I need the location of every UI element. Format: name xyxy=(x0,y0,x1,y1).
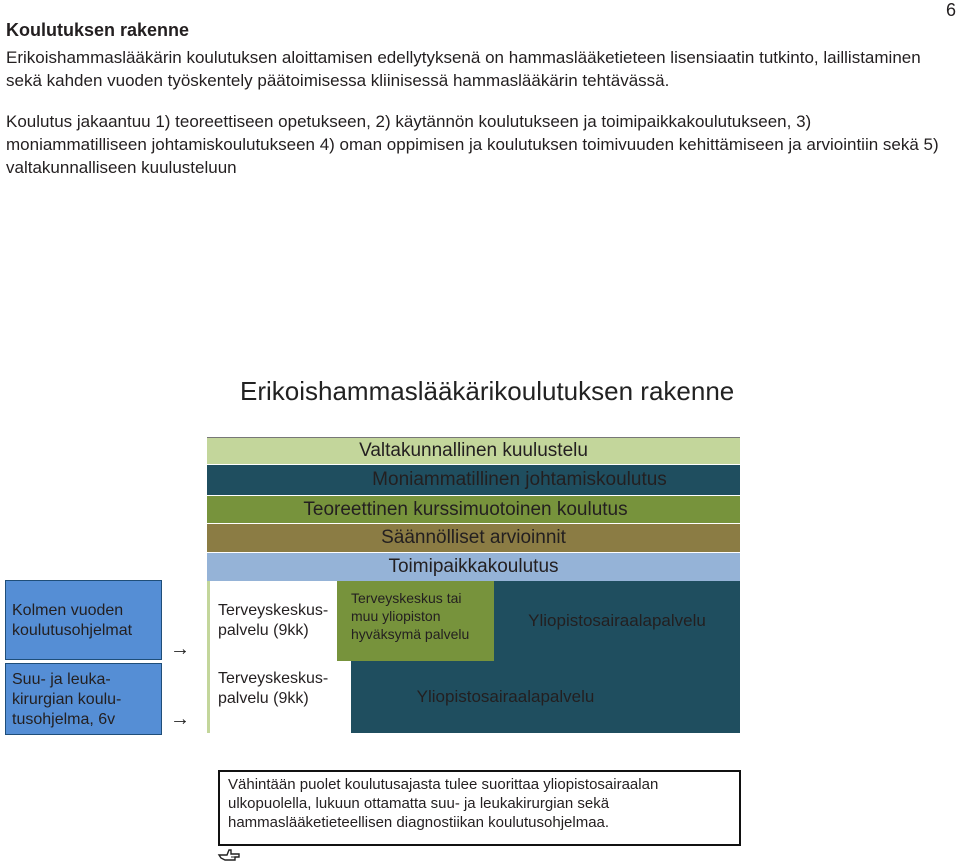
arrow-right-icon: → xyxy=(170,708,190,730)
paragraph-prerequisites: Erikoishammaslääkärin koulutuksen aloittamisen edellytyksenä on hammaslääketieteen lisensiaatin tutkinto, laillistaminen sekä kahden vuoden työskentely päätoimisessa kliinisessä hammaslääkärin tehtävässä. xyxy=(6,48,921,90)
health-center-service-row1: Terveyskeskus-palvelu (9kk) xyxy=(207,581,337,661)
band-workplace-training xyxy=(207,553,740,581)
band-national-exam-label: Valtakunnallinen kuulustelu xyxy=(359,440,588,461)
program-oral-surgery: Suu- ja leuka-kirurgian koulu-tusohjelma, 6v xyxy=(5,663,162,735)
band-regular-evaluations xyxy=(207,524,740,552)
band-theory-courses-label: Teoreettinen kurssimuotoinen koulutus xyxy=(303,498,628,520)
arrow-right-icon: → xyxy=(170,638,190,660)
page-number: 6 xyxy=(945,0,956,20)
alt-service-cell: Terveyskeskus tai muu yliopiston hyväksymä palvelu xyxy=(337,581,494,661)
band-management-training xyxy=(207,465,740,495)
university-hospital-service-row2-label: Yliopistosairaalapalvelu xyxy=(416,687,595,706)
band-national-exam xyxy=(207,437,740,464)
pointing-hand-icon xyxy=(217,846,245,862)
university-hospital-service-row1 xyxy=(494,581,740,661)
band-regular-evaluations-label: Säännölliset arvioinnit xyxy=(381,527,566,548)
diagram-title: Erikoishammaslääkärikoulutuksen rakenne xyxy=(240,376,735,406)
university-hospital-service-row1-label: Yliopistosairaalapalvelu xyxy=(528,611,706,630)
health-center-service-row2: Terveyskeskus-palvelu (9kk) xyxy=(207,661,351,733)
band-management-training-label: Moniammatillinen johtamiskoulutus xyxy=(372,469,667,490)
program-three-year: Kolmen vuoden koulutusohjelmat xyxy=(5,580,162,660)
paragraph-structure: Koulutus jakaantuu 1) teoreettiseen opetukseen, 2) käytännön koulutukseen ja toimipaikkakoulutukseen, 3) moniammatilliseen johtamiskoulutukseen 4) oman oppimisen ja koulutuksen toimivuuden kehittämiseen ja arviointiin sekä 5) valtakunnalliseen kuulusteluun xyxy=(6,112,939,177)
note-box: Vähintään puolet koulutusajasta tulee suorittaa yliopistosairaalan ulkopuolella, lukuun ottamatta suu- ja leukakirurgian sekä hammaslääketieteellisen diagnostiikan koulutusohjelmaa. xyxy=(218,770,741,846)
university-hospital-service-row2 xyxy=(351,661,740,733)
section-heading: Koulutuksen rakenne xyxy=(6,20,190,40)
band-workplace-training-label: Toimipaikkakoulutus xyxy=(388,556,559,577)
band-theory-courses xyxy=(207,496,740,523)
